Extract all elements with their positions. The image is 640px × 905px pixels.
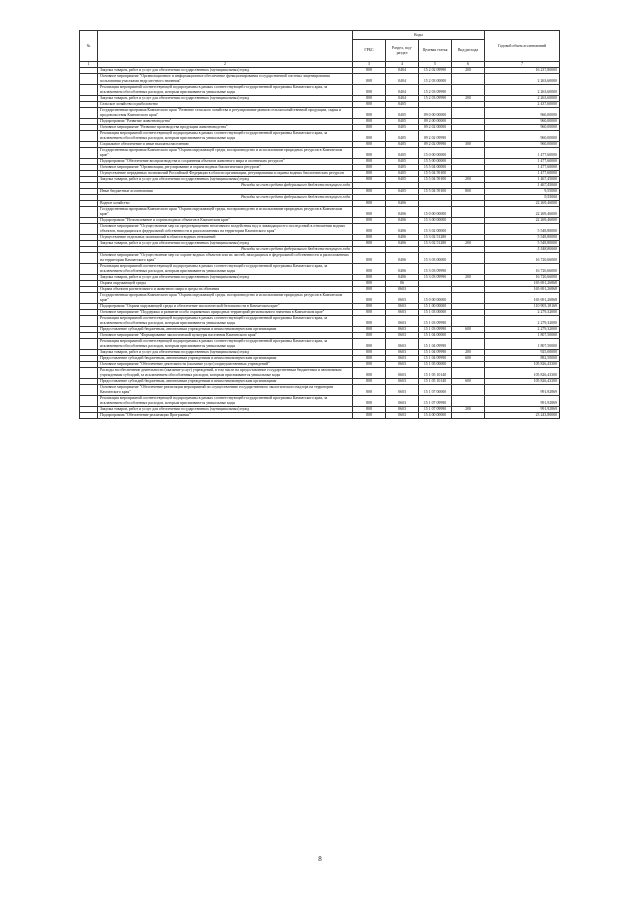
row-razdel: 0406 [386, 224, 419, 235]
row-cs: 15 0 00 00000 [419, 293, 452, 304]
row-name: Подпрограмма "Обеспечение воспроизводства и сохранения объектов животного мира и охотничьих ресурсов" [98, 159, 353, 165]
budget-table [79, 30, 560, 419]
row-vr: 200 [452, 96, 485, 102]
row-vr [452, 396, 485, 407]
row-num [80, 85, 98, 96]
row-num [80, 396, 98, 407]
row-sum: 960,00000 [485, 142, 560, 148]
row-grbs: 808 [353, 171, 386, 177]
row-grbs: 808 [353, 368, 386, 379]
row-sum: 165 691,26868 [485, 293, 560, 304]
row-sum: 960,00000 [485, 131, 560, 142]
row-razdel: 0404 [386, 96, 419, 102]
row-sum: 882,50000 [485, 356, 560, 362]
row-vr [452, 368, 485, 379]
row-razdel: 0603 [386, 396, 419, 407]
row-cs: 15 3 03 09990 [419, 275, 452, 281]
row-cs: 15 1 05 10140 [419, 379, 452, 385]
row-name: Основное мероприятие "Формирование экологической культуры населения Камчатского края" [98, 333, 353, 339]
row-vr [452, 148, 485, 159]
row-vr: 800 [452, 189, 485, 195]
row-vr: 600 [452, 379, 485, 385]
row-sum: 110 905,18169 [485, 304, 560, 310]
row-name: Закупка товаров, работ и услуг для обеспечения государственных (муниципальных) нужд [98, 350, 353, 356]
row-name: Реализация мероприятий соответствующей подпрограммы в рамках соответствующей государственной программы Камчатского края, за исключением обособленных расходов, которым присваиваются уникальные коды [98, 131, 353, 142]
row-razdel: 0405 [386, 142, 419, 148]
row-vr: 600 [452, 356, 485, 362]
row-vr: 200 [452, 68, 485, 74]
row-razdel: 0405 [386, 165, 419, 171]
row-grbs: 808 [353, 275, 386, 281]
row-cs: 15 0 00 00000 [419, 148, 452, 159]
row-name: Социальное обеспечение и иные выплаты населению [98, 142, 353, 148]
row-razdel: 0405 [386, 119, 419, 125]
row-grbs: 808 [353, 165, 386, 171]
row-name: Подпрограмма "Развитие животноводства" [98, 119, 353, 125]
table-row [80, 224, 560, 235]
row-vr [452, 385, 485, 396]
row-razdel: 0405 [386, 102, 419, 108]
row-cs: 15 5 00 00000 [419, 159, 452, 165]
row-grbs: 808 [353, 68, 386, 74]
row-cs: 15 1 07 00000 [419, 385, 452, 396]
row-cs: 15 1 07 09990 [419, 396, 452, 407]
row-num [80, 368, 98, 379]
row-sum: 22 269,46000 [485, 207, 560, 218]
row-grbs: 808 [353, 327, 386, 333]
row-cs: 15 2 03 09990 [419, 85, 452, 96]
budget-table-page [79, 30, 560, 419]
row-name: Иные бюджетные ассигнования [98, 189, 353, 195]
row-name: Основное мероприятие "Осуществление мер по охране водных объектов или их частей, находящихся в федеральной собственности и расположенных на территории Камчатского края" [98, 253, 353, 264]
row-sum: 960,00000 [485, 125, 560, 131]
row-razdel: 0603 [386, 287, 419, 293]
row-vr [452, 207, 485, 218]
row-sum: 165 691,26868 [485, 281, 560, 287]
row-grbs: 808 [353, 241, 386, 247]
row-name: Расходы за счет средств федерального бюджета текущего года [98, 183, 353, 189]
colnum: 6 [452, 62, 485, 68]
row-sum: 165 691,26868 [485, 287, 560, 293]
page-number: 8 [318, 855, 322, 863]
row-name: Реализация мероприятий соответствующей подпрограммы в рамках соответствующей государственной программы Камчатского края, за исключением обособленных расходов, которым присваиваются уникальные коды [98, 316, 353, 327]
row-sum: 5 548,80000 [485, 247, 560, 253]
row-razdel: 0603 [386, 310, 419, 316]
row-razdel: 0406 [386, 253, 419, 264]
row-cs: 15 3 03 09990 [419, 264, 452, 275]
row-cs: 15 3 02 00000 [419, 224, 452, 235]
row-num [80, 74, 98, 85]
row-grbs: 808 [353, 407, 386, 413]
row-num [80, 339, 98, 350]
row-grbs: 808 [353, 119, 386, 125]
row-cs: 15 2 03 09990 [419, 96, 452, 102]
row-grbs: 808 [353, 362, 386, 368]
row-grbs: 808 [353, 235, 386, 241]
row-grbs: 808 [353, 224, 386, 235]
row-razdel: 0603 [386, 368, 419, 379]
row-grbs: 808 [353, 281, 386, 287]
row-num [80, 224, 98, 235]
header-codes: Коды [353, 31, 485, 40]
row-razdel: 0405 [386, 148, 419, 159]
row-vr [452, 131, 485, 142]
row-grbs: 808 [353, 287, 386, 293]
row-grbs: 808 [353, 177, 386, 183]
row-sum: 5 548,80000 [485, 241, 560, 247]
row-sum: 105 826,43300 [485, 368, 560, 379]
row-razdel: 0603 [386, 339, 419, 350]
row-razdel: 0406 [386, 218, 419, 224]
row-sum: 2 279,32000 [485, 327, 560, 333]
row-sum: 9,55000 [485, 189, 560, 195]
row-grbs: 808 [353, 102, 386, 108]
row-grbs: 808 [353, 142, 386, 148]
row-razdel: 0603 [386, 327, 419, 333]
row-razdel: 0603 [386, 407, 419, 413]
row-grbs: 808 [353, 413, 386, 419]
row-sum: 991,92869 [485, 396, 560, 407]
row-sum: 1 467,45000 [485, 183, 560, 189]
row-sum: 991,92869 [485, 407, 560, 413]
row-cs: 15 1 04 00000 [419, 333, 452, 339]
row-cs: 15 1 00 00000 [419, 304, 452, 310]
row-num [80, 264, 98, 275]
row-razdel: 0406 [386, 201, 419, 207]
row-name: Охрана объектов растительного и животного мира и среды их обитания [98, 287, 353, 293]
header-razdel: Раздел, под-раздел [386, 40, 419, 62]
row-cs: 15 3 03 00000 [419, 253, 452, 264]
table-row [80, 339, 560, 350]
row-razdel: 0406 [386, 241, 419, 247]
row-name: Расходы за счет средств федерального бюджета текущего года [98, 195, 353, 201]
table-row [80, 413, 560, 419]
row-name: Реализация мероприятий соответствующей подпрограммы в рамках соответствующей государственной программы Камчатского края, за исключением обособленных расходов, которым присваиваются уникальные коды [98, 85, 353, 96]
row-vr [452, 316, 485, 327]
row-grbs: 808 [353, 333, 386, 339]
row-cs: 09 2 02 09990 [419, 142, 452, 148]
row-razdel: 0405 [386, 159, 419, 165]
row-sum: 960,00000 [485, 108, 560, 119]
header-total: Годовой объем ассигнований [485, 31, 560, 62]
row-grbs: 808 [353, 207, 386, 218]
colnum: 5 [419, 62, 452, 68]
row-cs: 15 1 03 09990 [419, 316, 452, 327]
row-vr [452, 253, 485, 264]
row-sum: 1 477,60000 [485, 165, 560, 171]
row-grbs: 808 [353, 293, 386, 304]
table-row [80, 368, 560, 379]
row-name: Государственная программа Камчатского края "Охрана окружающей среды, воспроизводство и использование природных ресурсов в Камчатском крае" [98, 293, 353, 304]
row-name: Осуществление переданных полномочий Российской Федерации в области организации, регулирования и охраны водных биологических ресурсов [98, 171, 353, 177]
table-row [80, 385, 560, 396]
row-vr [452, 85, 485, 96]
row-cs: 15 1 05 00000 [419, 362, 452, 368]
row-grbs: 808 [353, 253, 386, 264]
row-grbs: 808 [353, 125, 386, 131]
row-vr: 200 [452, 177, 485, 183]
row-razdel: 0404 [386, 74, 419, 85]
row-cs: 09 2 02 00000 [419, 125, 452, 131]
row-name: Реализация мероприятий соответствующей подпрограммы в рамках соответствующей государственной программы Камчатского края, за исключением обособленных расходов, которым присваиваются уникальные коды [98, 264, 353, 275]
row-razdel: 0603 [386, 304, 419, 310]
row-cs: 15 3 02 51280 [419, 241, 452, 247]
row-name: Сельское хозяйство и рыболовство [98, 102, 353, 108]
table-row [80, 74, 560, 85]
row-sum: 991,92869 [485, 385, 560, 396]
row-sum: 1 477,60000 [485, 171, 560, 177]
colnum: 2 [98, 62, 353, 68]
row-name: Основное мероприятие "Обеспечение деятельности (оказание услуг) подведомственных учреждений" [98, 362, 353, 368]
row-num [80, 293, 98, 304]
row-sum: 1 807,50000 [485, 339, 560, 350]
row-grbs: 808 [353, 108, 386, 119]
row-razdel: 0406 [386, 235, 419, 241]
row-name: Основное мероприятие "Обеспечение реализации мероприятий по осуществлению государственного экологического надзора на территории Камчатского края" [98, 385, 353, 396]
row-sum: 2 279,32000 [485, 316, 560, 327]
row-name: Подпрограмма "Охрана окружающей среды и обеспечение экологической безопасности в Камчатском крае" [98, 304, 353, 310]
row-name: Расходы за счет средств федерального бюджета текущего года [98, 247, 353, 253]
row-num [80, 207, 98, 218]
row-name: Основное мероприятие "Поддержка и развитие особо охраняемых природных территорий регионального значения в Камчатском крае" [98, 310, 353, 316]
header-cs: Целевая статья [419, 40, 452, 62]
row-grbs: 808 [353, 396, 386, 407]
row-razdel: 0405 [386, 125, 419, 131]
row-cs: 15 3 02 51280 [419, 235, 452, 241]
row-cs: 09 2 02 09990 [419, 131, 452, 142]
row-num [80, 108, 98, 119]
row-vr [452, 339, 485, 350]
row-name: Закупка товаров, работ и услуг для обеспечения государственных (муниципальных) нужд [98, 68, 353, 74]
row-grbs: 808 [353, 385, 386, 396]
row-grbs: 808 [353, 148, 386, 159]
row-razdel: 0603 [386, 350, 419, 356]
row-sum: 105 826,43300 [485, 362, 560, 368]
row-cs: 15 5 04 59100 [419, 171, 452, 177]
row-razdel: 0406 [386, 264, 419, 275]
table-row [80, 131, 560, 142]
row-sum: 925,00000 [485, 350, 560, 356]
row-cs: 15 2 02 09990 [419, 68, 452, 74]
row-sum: 2 263,60000 [485, 74, 560, 85]
row-sum: 9,55000 [485, 195, 560, 201]
row-razdel: 0405 [386, 131, 419, 142]
row-cs: 15 5 04 00000 [419, 165, 452, 171]
row-sum: 22 269,46000 [485, 201, 560, 207]
row-razdel: 0603 [386, 356, 419, 362]
row-razdel: 0405 [386, 171, 419, 177]
row-num [80, 413, 98, 419]
row-razdel: 0404 [386, 68, 419, 74]
row-vr: 200 [452, 407, 485, 413]
row-grbs: 808 [353, 131, 386, 142]
row-vr [452, 413, 485, 419]
row-name: Основное мероприятие "Развитие производства продукции животноводства" [98, 125, 353, 131]
row-grbs: 808 [353, 379, 386, 385]
row-cs: 15 1 04 09990 [419, 350, 452, 356]
row-razdel: 0603 [386, 379, 419, 385]
row-razdel: 0404 [386, 85, 419, 96]
colnum: 4 [386, 62, 419, 68]
row-sum: 1 807,50000 [485, 333, 560, 339]
row-sum: 16 720,66000 [485, 264, 560, 275]
row-vr [452, 293, 485, 304]
row-razdel: 0406 [386, 275, 419, 281]
row-cs: 15 2 03 00000 [419, 74, 452, 85]
colnum: 7 [485, 62, 560, 68]
row-name: Реализация мероприятий соответствующей подпрограммы в рамках соответствующей государственной программы Камчатского края, за исключением обособленных расходов, которым присваиваются уникальные коды [98, 396, 353, 407]
row-sum: 105 826,43300 [485, 379, 560, 385]
row-sum: 1 477,60000 [485, 148, 560, 159]
colnum: 3 [353, 62, 386, 68]
row-name: Осуществление отдельных полномочий в области водных отношений [98, 235, 353, 241]
colnum: 1 [80, 62, 98, 68]
row-vr [452, 108, 485, 119]
row-vr: 200 [452, 350, 485, 356]
table-body [80, 68, 560, 419]
row-grbs: 808 [353, 316, 386, 327]
table-row [80, 148, 560, 159]
row-name: Подпрограмма "Использование и охрана водных объектов в Камчатском крае" [98, 218, 353, 224]
table-row [80, 253, 560, 264]
row-sum: 16 720,66000 [485, 275, 560, 281]
row-sum: 2 279,32000 [485, 310, 560, 316]
row-vr: 200 [452, 275, 485, 281]
row-cs: 15 1 04 09990 [419, 356, 452, 362]
row-cs: 15 5 04 59100 [419, 189, 452, 195]
row-name: Предоставление субсидий бюджетным, автономным учреждениям и иным некоммерческим организациям [98, 356, 353, 362]
table-row [80, 396, 560, 407]
row-cs: 09 0 00 00000 [419, 108, 452, 119]
row-grbs: 808 [353, 201, 386, 207]
row-cs: 15 1 03 09990 [419, 327, 452, 333]
header-grbs: ГРБС [353, 40, 386, 62]
row-name: Предоставление субсидий бюджетным, автономным учреждениям и иным некоммерческим организациям [98, 327, 353, 333]
row-cs: 15 3 00 00000 [419, 218, 452, 224]
row-grbs: 808 [353, 304, 386, 310]
row-razdel: 0603 [386, 413, 419, 419]
table-row [80, 316, 560, 327]
table-row [80, 264, 560, 275]
row-cs: 15 0 00 00000 [419, 207, 452, 218]
header-name [98, 31, 353, 62]
row-num [80, 131, 98, 142]
row-vr: 600 [452, 327, 485, 333]
row-name: Закупка товаров, работ и услуг для обеспечения государственных (муниципальных) нужд [98, 177, 353, 183]
row-sum: 1 467,45000 [485, 177, 560, 183]
row-grbs: 808 [353, 356, 386, 362]
row-name: Основное мероприятие "Организация, регулирование и охрана водных биологических ресурсов" [98, 165, 353, 171]
row-cs: 15 1 04 09990 [419, 339, 452, 350]
row-sum: 1 477,60000 [485, 159, 560, 165]
row-cs: 09 2 00 00000 [419, 119, 452, 125]
row-cs: 15 1 07 09990 [419, 407, 452, 413]
row-vr: 300 [452, 142, 485, 148]
row-cs: 15 5 04 59100 [419, 177, 452, 183]
row-name: Основное мероприятие "Организационное и информационное обеспечение функционирования государственной системы лицензирования пользования участками недр местного значения" [98, 74, 353, 85]
row-razdel: 06 [386, 281, 419, 287]
row-cs: 15 1 03 00000 [419, 310, 452, 316]
row-sum: 2 437,60000 [485, 102, 560, 108]
row-vr [452, 224, 485, 235]
row-num [80, 148, 98, 159]
row-sum: 23 243,80000 [485, 413, 560, 419]
row-sum: 2 263,60000 [485, 96, 560, 102]
row-name: Закупка товаров, работ и услуг для обеспечения государственных (муниципальных) нужд [98, 275, 353, 281]
row-vr: 200 [452, 241, 485, 247]
row-name: Предоставление субсидий бюджетным, автономным учреждениям и иным некоммерческим организациям [98, 379, 353, 385]
row-grbs: 808 [353, 74, 386, 85]
row-razdel: 0405 [386, 177, 419, 183]
row-name: Государственная программа Камчатского края "Охрана окружающей среды, воспроизводство и использование природных ресурсов в Камчатском крае" [98, 207, 353, 218]
row-razdel: 0405 [386, 189, 419, 195]
row-name: Подпрограмма "Обеспечение реализации Программы" [98, 413, 353, 419]
row-grbs: 808 [353, 218, 386, 224]
row-cs: 15 4 00 00000 [419, 413, 452, 419]
row-grbs: 808 [353, 339, 386, 350]
row-razdel: 0603 [386, 293, 419, 304]
row-sum: 16 720,66000 [485, 253, 560, 264]
row-name: Закупка товаров, работ и услуг для обеспечения государственных (муниципальных) нужд [98, 241, 353, 247]
row-razdel: 0603 [386, 385, 419, 396]
row-grbs: 808 [353, 85, 386, 96]
row-grbs: 808 [353, 310, 386, 316]
row-name: Государственная программа Камчатского края "Охрана окружающей среды, воспроизводство и использование природных ресурсов в Камчатском крае" [98, 148, 353, 159]
row-sum: 5 548,80000 [485, 235, 560, 241]
row-grbs: 808 [353, 96, 386, 102]
row-cs: 15 1 05 10140 [419, 368, 452, 379]
row-sum: 2 263,60000 [485, 85, 560, 96]
row-name: Водное хозяйство [98, 201, 353, 207]
row-grbs: 808 [353, 159, 386, 165]
row-name: Государственная программа Камчатского края "Развитие сельского хозяйства и регулирование рынков сельскохозяйственной продукции, сырья и продовольствия Камчатского края" [98, 108, 353, 119]
row-grbs: 808 [353, 189, 386, 195]
row-sum: 5 548,80000 [485, 224, 560, 235]
row-grbs: 808 [353, 264, 386, 275]
row-vr [452, 74, 485, 85]
row-razdel: 0405 [386, 108, 419, 119]
row-vr [452, 264, 485, 275]
row-razdel: 0603 [386, 316, 419, 327]
row-name: Закупка товаров, работ и услуг для обеспечения государственных (муниципальных) нужд [98, 96, 353, 102]
header-num: № [80, 31, 98, 62]
row-sum: 22 269,46000 [485, 218, 560, 224]
row-razdel: 0603 [386, 333, 419, 339]
row-name: Охрана окружающей среды [98, 281, 353, 287]
row-name: Основное мероприятие "Осуществление мер по предотвращению негативного воздействия вод и ликвидации его последствий в отношении водных объектов, находящихся в федеральной собственности и расположенных на территории Камчатского края" [98, 224, 353, 235]
row-razdel: 0406 [386, 207, 419, 218]
table-row [80, 207, 560, 218]
row-razdel: 0603 [386, 362, 419, 368]
header-vr: Вид расхода [452, 40, 485, 62]
row-sum: 960,00000 [485, 119, 560, 125]
row-grbs: 808 [353, 350, 386, 356]
row-name: Закупка товаров, работ и услуг для обеспечения государственных (муниципальных) нужд [98, 407, 353, 413]
row-num [80, 253, 98, 264]
row-sum: 16 237,80000 [485, 68, 560, 74]
row-name: Расходы на обеспечение деятельности (оказание услуг) учреждений, в том числе на предоставление государственным бюджетным и автономным учреждениям субсидий, за исключением обособленных расходов, которым присваиваются уникальные коды [98, 368, 353, 379]
row-num [80, 316, 98, 327]
table-row [80, 85, 560, 96]
row-name: Реализация мероприятий соответствующей подпрограммы в рамках соответствующей государственной программы Камчатского края, за исключением обособленных расходов, которым присваиваются уникальные коды [98, 339, 353, 350]
table-row [80, 108, 560, 119]
table-row [80, 293, 560, 304]
row-num [80, 385, 98, 396]
